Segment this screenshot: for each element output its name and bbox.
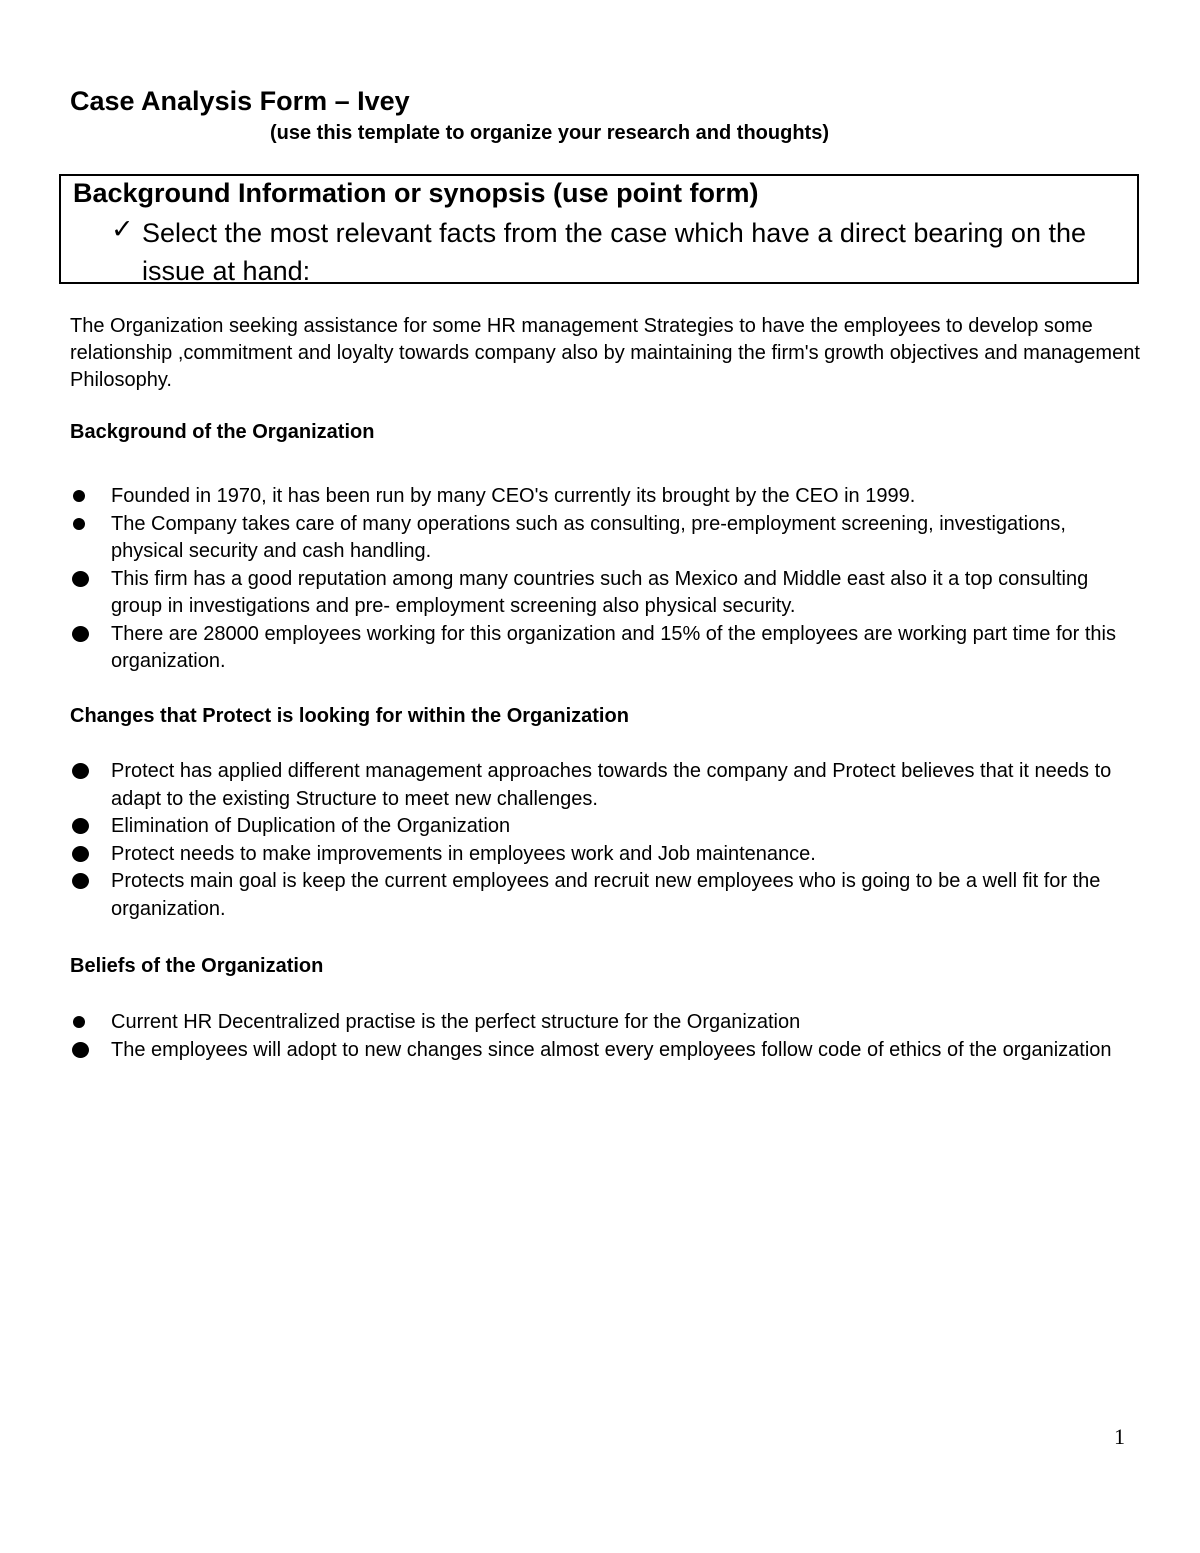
page-number: 1: [1114, 1424, 1125, 1449]
list-item-text: The employees will adopt to new changes since almost every employees follow code of ethics of the organization: [111, 1038, 1112, 1061]
list-item: [70, 868, 1140, 923]
list-item-text: The Company takes care of many operations such as consulting, pre-employment screening, investigations, physical security and cash handling.: [111, 512, 1066, 562]
list-item: [70, 1037, 1140, 1065]
list-item-text: Founded in 1970, it has been run by many CEO's currently its brought by the CEO in 1999.: [111, 485, 916, 507]
bullet-icon: [72, 571, 89, 587]
intro-paragraph: The Organization seeking assistance for some HR management Strategies to have the employees to develop some relationship ,commitment and loyalty towards company also by maintaining the firm's growth objectives and management Philosophy.: [70, 315, 1140, 391]
bullet-icon: [72, 626, 89, 642]
section-heading-changes: Changes that Protect is looking for within the Organization: [70, 705, 629, 727]
page-title: Case Analysis Form – Ivey: [70, 86, 410, 116]
list-item: [70, 1009, 1140, 1037]
list-item: [70, 841, 1140, 869]
list-item: [70, 758, 1140, 813]
bullet-icon: [72, 846, 89, 862]
bullet-list-changes: [70, 758, 1140, 923]
list-item-text: This firm has a good reputation among many countries such as Mexico and Middle east also it a top consulting group in investigations and pre- employment screening also physical security.: [111, 567, 1089, 617]
section-heading-background: Background of the Organization: [70, 421, 375, 443]
checkmark-icon: ✓: [111, 214, 134, 245]
bullet-icon: [72, 873, 89, 889]
bullet-list-beliefs: [70, 1009, 1140, 1064]
bullet-icon: [73, 490, 85, 502]
background-box-heading: Background Information or synopsis (use point form): [73, 178, 759, 208]
background-info-box: [59, 174, 1139, 284]
bullet-icon: [72, 1042, 89, 1058]
list-item-text: There are 28000 employees working for this organization and 15% of the employees are working part time for this organization.: [111, 622, 1116, 672]
section-heading-beliefs: Beliefs of the Organization: [70, 955, 324, 977]
bullet-icon: [73, 1016, 85, 1028]
list-item-text: Current HR Decentralized practise is the perfect structure for the Organization: [111, 1011, 801, 1033]
background-box-instruction: Select the most relevant facts from the case which have a direct bearing on the issue at hand:: [142, 218, 1086, 286]
bullet-icon: [72, 818, 89, 834]
bullet-list-background: [70, 483, 1140, 676]
list-item-text: Protect needs to make improvements in employees work and Job maintenance.: [111, 842, 816, 865]
bullet-icon: [73, 518, 85, 530]
list-item: [70, 813, 1140, 841]
list-item-text: Protects main goal is keep the current employees and recruit new employees who is going to be a well fit for the organization.: [111, 870, 1101, 920]
list-item: [70, 483, 1140, 511]
list-item: [70, 621, 1140, 676]
list-item-text: Protect has applied different management approaches towards the company and Protect believes that it needs to adapt to the existing Structure to meet new challenges.: [111, 760, 1112, 810]
bullet-icon: [72, 763, 89, 779]
list-item: [70, 566, 1140, 621]
page-subtitle: (use this template to organize your research and thoughts): [270, 122, 829, 144]
list-item: [70, 511, 1140, 566]
list-item-text: Elimination of Duplication of the Organization: [111, 815, 511, 837]
